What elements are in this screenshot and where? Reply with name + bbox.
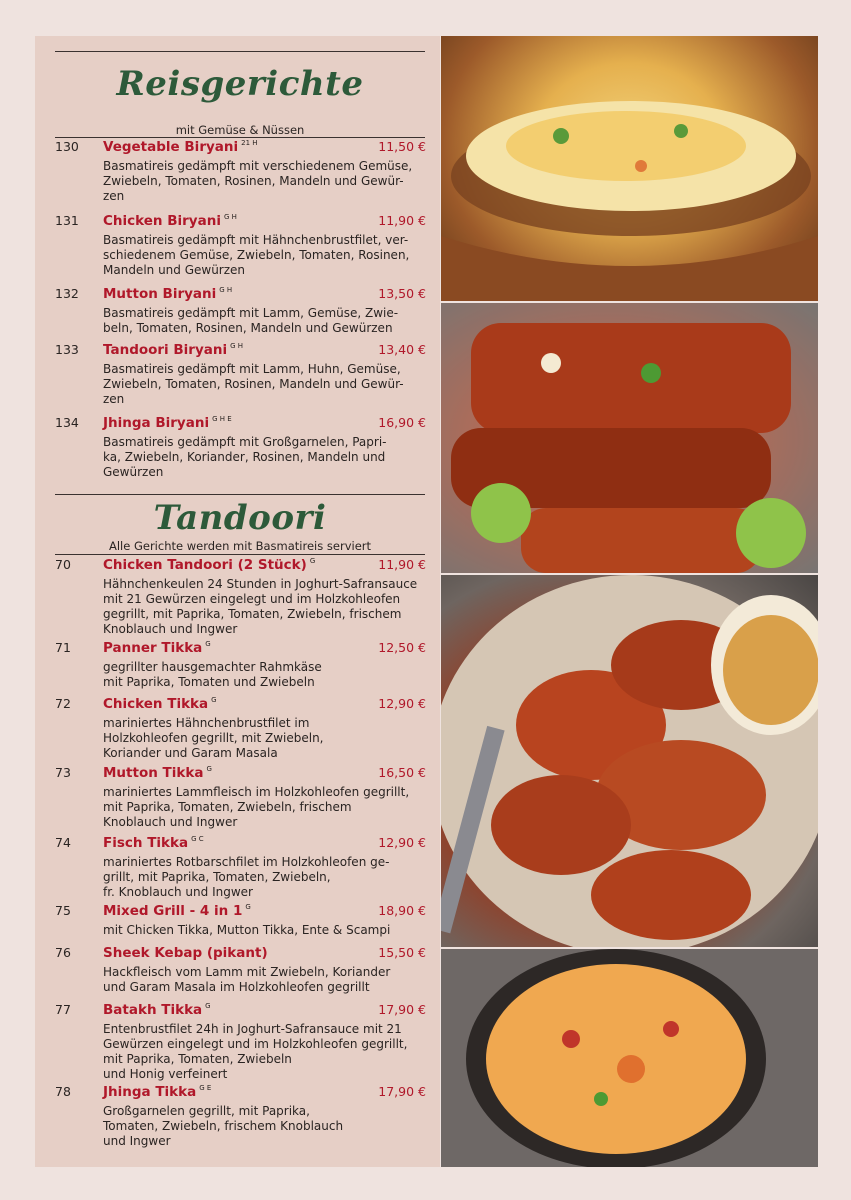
description-line: Hähnchenkeulen 24 Stunden in Joghurt-Safransauce <box>103 577 418 591</box>
divider <box>55 51 425 52</box>
item-description <box>103 306 426 336</box>
item-number: 132 <box>55 286 79 301</box>
description-line: beln, Tomaten, Rosinen, Mandeln und Gewürzen <box>103 321 393 335</box>
item-price: 16,90 € <box>378 415 426 430</box>
item-description <box>103 233 426 278</box>
item-number: 78 <box>55 1084 71 1099</box>
allergen-codes: G H <box>223 213 237 221</box>
allergen-codes: G H E <box>212 415 232 423</box>
item-name-text: Chicken Tikka <box>103 696 209 712</box>
item-name <box>103 765 212 781</box>
section-subtitle-tandoori: Alle Gerichte werden mit Basmatireis serviert <box>108 539 372 553</box>
item-price: 17,90 € <box>378 1002 426 1017</box>
grilled-chicken-tikka-photo <box>441 575 818 947</box>
item-number: 131 <box>55 213 79 228</box>
item-name <box>103 557 315 573</box>
item-name-text: Mixed Grill - 4 in 1 <box>103 903 243 919</box>
description-line: zen <box>103 189 125 203</box>
item-price: 15,50 € <box>378 945 426 960</box>
rice-pan-photo <box>441 949 818 1167</box>
allergen-codes: G E <box>199 1084 212 1092</box>
allergen-codes: G <box>205 640 211 648</box>
description-line: Basmatireis gedämpft mit Großgarnelen, Papri- <box>103 435 387 449</box>
item-description <box>103 716 426 761</box>
item-name <box>103 213 237 229</box>
divider <box>55 494 425 495</box>
description-line: mit Chicken Tikka, Mutton Tikka, Ente & Scampi <box>103 923 391 937</box>
description-line: und Honig verfeinert <box>103 1067 228 1081</box>
allergen-codes: G <box>211 696 217 704</box>
divider <box>55 137 425 138</box>
allergen-codes: 21 H <box>241 139 258 147</box>
description-line: schiedenem Gemüse, Zwiebeln, Tomaten, Rosinen, <box>103 248 410 262</box>
item-name-text: Fisch Tikka <box>103 835 189 851</box>
description-line: ka, Zwiebeln, Koriander, Rosinen, Mandeln und <box>103 450 386 464</box>
item-price: 11,50 € <box>378 139 426 154</box>
description-line: mariniertes Lammfleisch im Holzkohleofen gegrillt, <box>103 785 410 799</box>
description-line: Knoblauch und Ingwer <box>103 622 238 636</box>
item-description <box>103 965 426 995</box>
description-line: grillt, mit Paprika, Tomaten, Zwiebeln, <box>103 870 331 884</box>
description-line: fr. Knoblauch und Ingwer <box>103 885 253 899</box>
item-price: 12,90 € <box>378 835 426 850</box>
item-price: 18,90 € <box>378 903 426 918</box>
allergen-codes: G C <box>191 835 204 843</box>
description-line: Basmatireis gedämpft mit Lamm, Huhn, Gemüse, <box>103 362 401 376</box>
item-description <box>103 923 426 938</box>
item-price: 13,50 € <box>378 286 426 301</box>
description-line: Holzkohleofen gegrillt, mit Zwiebeln, <box>103 731 324 745</box>
description-line: Zwiebeln, Tomaten, Rosinen, Mandeln und Gewür- <box>103 377 404 391</box>
description-line: mit Paprika, Tomaten, Zwiebeln <box>103 1052 292 1066</box>
description-line: und Ingwer <box>103 1134 171 1148</box>
item-number: 133 <box>55 342 79 357</box>
description-line: Zwiebeln, Tomaten, Rosinen, Mandeln und Gewür- <box>103 174 404 188</box>
item-description <box>103 435 426 480</box>
allergen-codes: G H <box>219 286 233 294</box>
item-description <box>103 1104 426 1149</box>
allergen-codes: G <box>206 765 212 773</box>
section-title-tandoori: Tandoori <box>153 498 327 538</box>
item-name <box>103 1084 211 1100</box>
item-description <box>103 1022 426 1082</box>
item-name <box>103 835 204 851</box>
item-price: 11,90 € <box>378 213 426 228</box>
description-line: Knoblauch und Ingwer <box>103 815 238 829</box>
description-line: mariniertes Hähnchenbrustfilet im <box>103 716 310 730</box>
biryani-rice-bowl-photo <box>441 36 818 301</box>
item-description <box>103 362 426 407</box>
item-name <box>103 1002 211 1018</box>
description-line: Gewürzen eingelegt und im Holzkohleofen gegrillt, <box>103 1037 408 1051</box>
description-line: Hackfleisch vom Lamm mit Zwiebeln, Koriander <box>103 965 391 979</box>
item-description <box>103 785 426 830</box>
item-name-text: Sheek Kebap (pikant) <box>103 945 268 961</box>
item-name-text: Panner Tikka <box>103 640 203 656</box>
item-description <box>103 159 426 204</box>
chicken-skewers-photo <box>441 303 818 573</box>
item-name-text: Mutton Biryani <box>103 286 217 302</box>
item-name-text: Jhinga Tikka <box>103 1084 197 1100</box>
item-number: 134 <box>55 415 79 430</box>
section-title-reisgerichte: Reisgerichte <box>116 64 364 104</box>
item-number: 71 <box>55 640 71 655</box>
allergen-codes: G <box>245 903 251 911</box>
item-price: 11,90 € <box>378 557 426 572</box>
description-line: Entenbrustfilet 24h in Joghurt-Safransauce mit 21 <box>103 1022 402 1036</box>
description-line: mit 21 Gewürzen eingelegt und im Holzkohleofen <box>103 592 401 606</box>
item-name <box>103 415 232 431</box>
allergen-codes: G <box>309 557 316 565</box>
item-price: 12,50 € <box>378 640 426 655</box>
item-name-text: Jhinga Biryani <box>103 415 210 431</box>
item-name-text: Tandoori Biryani <box>103 342 228 358</box>
description-line: Großgarnelen gegrillt, mit Paprika, <box>103 1104 310 1118</box>
description-line: Basmatireis gedämpft mit Hähnchenbrustfilet, ver- <box>103 233 409 247</box>
item-price: 16,50 € <box>378 765 426 780</box>
item-number: 72 <box>55 696 71 711</box>
item-name <box>103 945 268 961</box>
description-line: Gewürzen <box>103 465 164 479</box>
item-price: 17,90 € <box>378 1084 426 1099</box>
description-line: Koriander und Garam Masala <box>103 746 278 760</box>
description-line: und Garam Masala im Holzkohleofen gegrillt <box>103 980 370 994</box>
item-number: 70 <box>55 557 71 572</box>
item-name <box>103 342 243 358</box>
item-description <box>103 577 426 637</box>
item-name-text: Mutton Tikka <box>103 765 204 781</box>
description-line: mit Paprika, Tomaten, Zwiebeln, frischem <box>103 800 352 814</box>
item-name-text: Chicken Tandoori (2 Stück) <box>103 557 307 573</box>
item-price: 12,90 € <box>378 696 426 711</box>
item-number: 77 <box>55 1002 71 1017</box>
section-subtitle-reisgerichte: mit Gemüse & Nüssen <box>175 123 305 137</box>
description-line: Mandeln und Gewürzen <box>103 263 246 277</box>
divider <box>55 554 425 555</box>
item-number: 73 <box>55 765 71 780</box>
description-line: zen <box>103 392 125 406</box>
item-name <box>103 640 211 656</box>
description-line: Basmatireis gedämpft mit Lamm, Gemüse, Zwie- <box>103 306 399 320</box>
item-name <box>103 286 232 302</box>
description-line: mit Paprika, Tomaten und Zwiebeln <box>103 675 315 689</box>
photo-column <box>441 36 818 1167</box>
item-name-text: Vegetable Biryani <box>103 139 239 155</box>
item-description <box>103 660 426 690</box>
item-number: 75 <box>55 903 71 918</box>
menu-panel <box>35 36 440 1167</box>
item-name <box>103 139 258 155</box>
allergen-codes: G <box>205 1002 211 1010</box>
description-line: mariniertes Rotbarschfilet im Holzkohleofen ge- <box>103 855 390 869</box>
description-line: gegrillter hausgemachter Rahmkäse <box>103 660 322 674</box>
menu-page <box>35 36 818 1167</box>
item-number: 130 <box>55 139 79 154</box>
description-line: Tomaten, Zwiebeln, frischem Knoblauch <box>103 1119 344 1133</box>
description-line: Basmatireis gedämpft mit verschiedenem Gemüse, <box>103 159 413 173</box>
item-name-text: Batakh Tikka <box>103 1002 203 1018</box>
item-price: 13,40 € <box>378 342 426 357</box>
item-number: 76 <box>55 945 71 960</box>
item-name <box>103 903 251 919</box>
item-description <box>103 855 426 900</box>
item-name <box>103 696 217 712</box>
description-line: gegrillt, mit Paprika, Tomaten, Zwiebeln, frischem <box>103 607 402 621</box>
item-number: 74 <box>55 835 71 850</box>
item-name-text: Chicken Biryani <box>103 213 221 229</box>
allergen-codes: G H <box>230 342 244 350</box>
